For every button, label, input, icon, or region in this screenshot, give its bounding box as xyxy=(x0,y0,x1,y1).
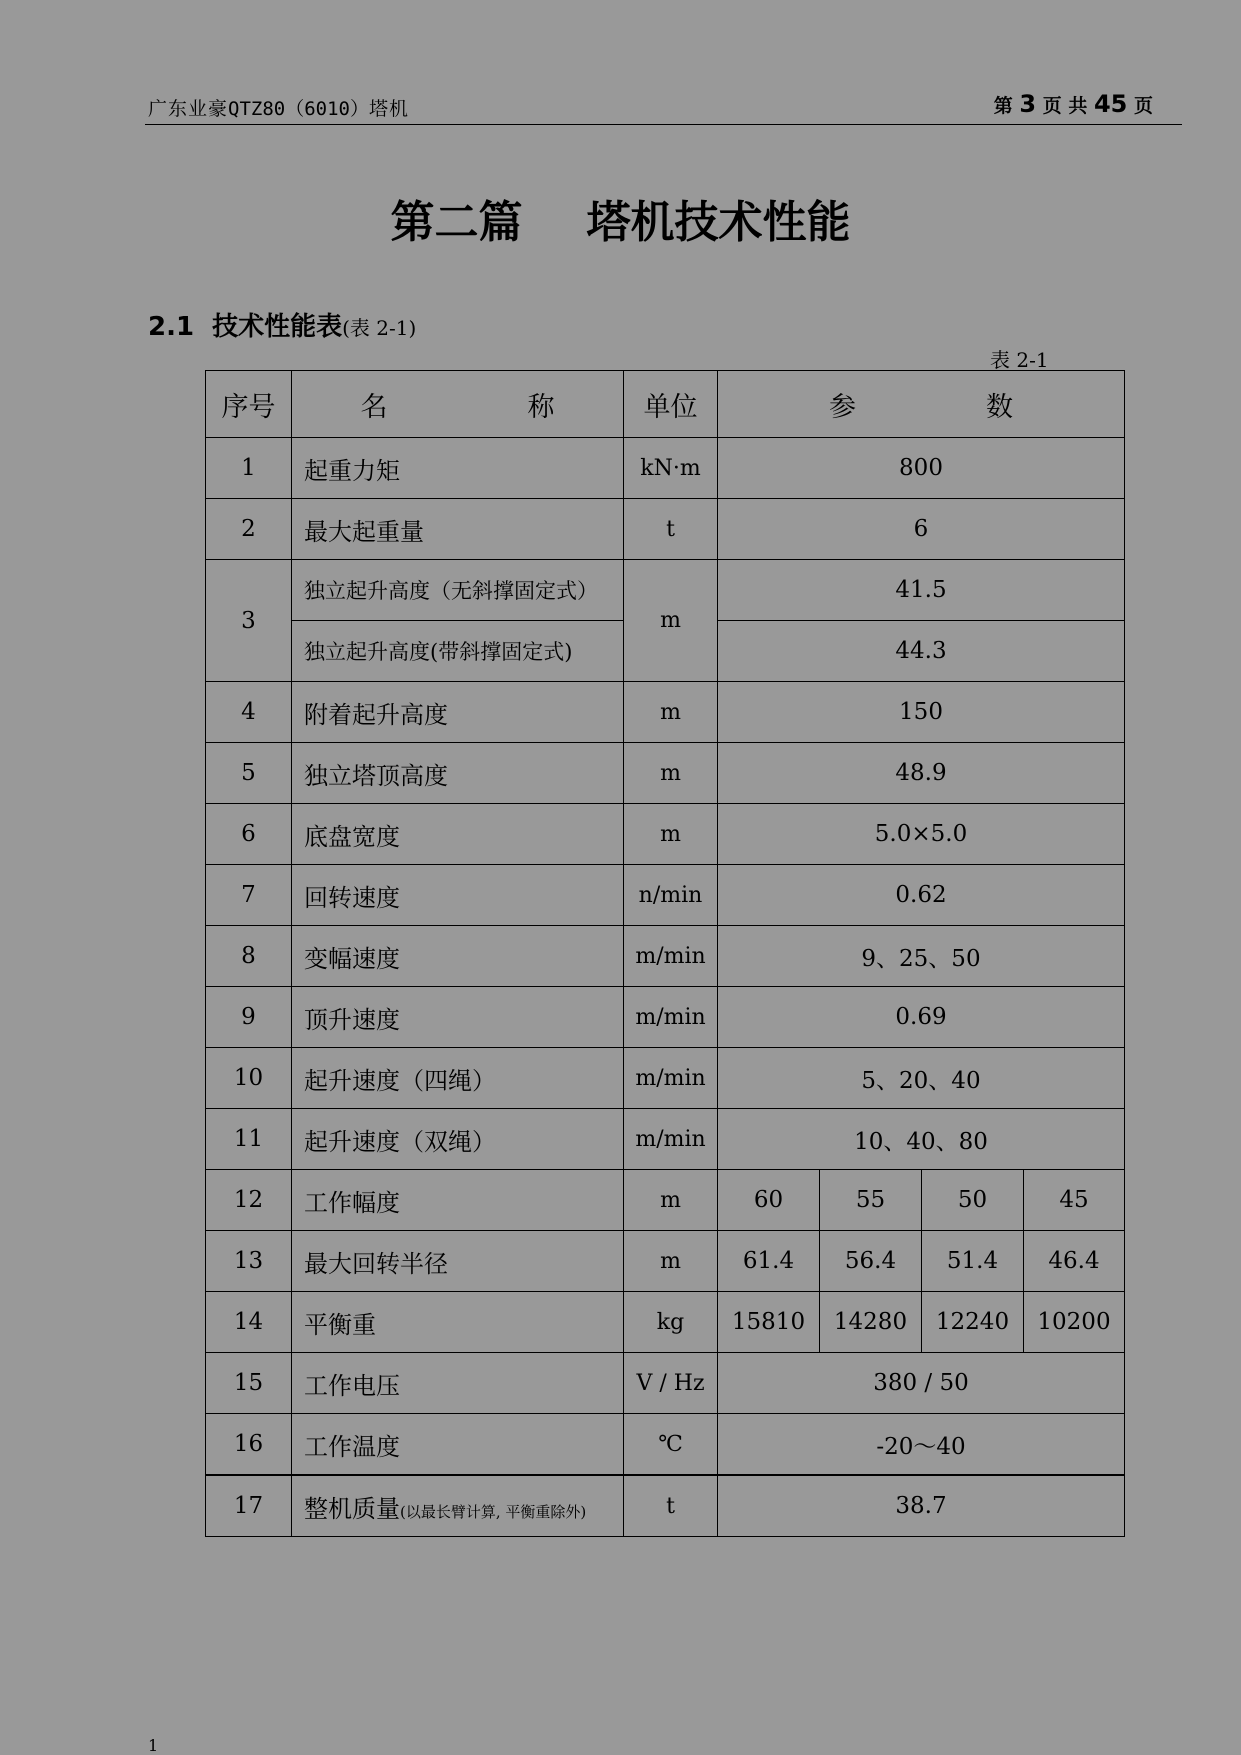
document-header-title xyxy=(148,94,409,121)
row-name: 顶升速度 xyxy=(292,987,624,1048)
row-value: 61.4 xyxy=(718,1231,820,1292)
row-name: 回转速度 xyxy=(292,865,624,926)
row-value: 48.9 xyxy=(718,743,1125,804)
row-value: 12240 xyxy=(922,1292,1024,1353)
row-name: 最大回转半径 xyxy=(292,1231,624,1292)
row-unit: m xyxy=(624,1170,718,1231)
row-value: 14280 xyxy=(820,1292,922,1353)
header-name: 名 称 xyxy=(292,371,624,438)
row-index: 4 xyxy=(206,682,292,743)
row-value: 38.7 xyxy=(718,1475,1125,1537)
header-model: QTZ80（6010） xyxy=(228,98,369,120)
table-row xyxy=(206,1109,1125,1170)
row-name: 平衡重 xyxy=(292,1292,624,1353)
row-index: 5 xyxy=(206,743,292,804)
row-value: 150 xyxy=(718,682,1125,743)
row-index: 8 xyxy=(206,926,292,987)
table-row xyxy=(206,438,1125,499)
row-unit: n/min xyxy=(624,865,718,926)
row-name: 工作温度 xyxy=(292,1414,624,1476)
page-mid: 页 共 xyxy=(1042,95,1088,117)
section-number: 2.1 xyxy=(148,312,195,342)
row-index: 9 xyxy=(206,987,292,1048)
row-name: 工作电压 xyxy=(292,1353,624,1414)
row-name-text: 整机质量 xyxy=(304,1494,400,1523)
page-total: 45 xyxy=(1093,90,1128,118)
row-value: 46.4 xyxy=(1024,1231,1125,1292)
row-value: 6 xyxy=(718,499,1125,560)
row-name: 变幅速度 xyxy=(292,926,624,987)
header-company: 广东业豪 xyxy=(148,98,229,120)
table-row xyxy=(206,1353,1125,1414)
row-unit: m xyxy=(624,560,718,682)
table-row xyxy=(206,560,1125,621)
chapter-title xyxy=(0,186,1241,250)
row-value: 60 xyxy=(718,1170,820,1231)
row-value: 50 xyxy=(922,1170,1024,1231)
row-name: 起升速度（双绳） xyxy=(292,1109,624,1170)
row-name: 工作幅度 xyxy=(292,1170,624,1231)
table-row xyxy=(206,804,1125,865)
row-unit: m/min xyxy=(624,926,718,987)
table-row xyxy=(206,1048,1125,1109)
row-name: 独立塔顶高度 xyxy=(292,743,624,804)
row-name: 独立起升高度(带斜撑固定式) xyxy=(292,621,624,682)
row-value: 10200 xyxy=(1024,1292,1125,1353)
row-unit: kN·m xyxy=(624,438,718,499)
row-index: 3 xyxy=(206,560,292,682)
table-row xyxy=(206,682,1125,743)
header-index: 序号 xyxy=(206,371,292,438)
row-index: 6 xyxy=(206,804,292,865)
row-value: 380 / 50 xyxy=(718,1353,1125,1414)
section-table-ref: (表 2-1) xyxy=(342,316,417,340)
row-unit: ℃ xyxy=(624,1414,718,1476)
table-row xyxy=(206,987,1125,1048)
page-prefix: 第 xyxy=(993,95,1013,117)
row-unit: kg xyxy=(624,1292,718,1353)
row-unit: t xyxy=(624,1475,718,1537)
row-index: 15 xyxy=(206,1353,292,1414)
table-row xyxy=(206,743,1125,804)
table-row xyxy=(206,1231,1125,1292)
row-unit: m xyxy=(624,682,718,743)
table-row xyxy=(206,865,1125,926)
row-value: 5、20、40 xyxy=(718,1048,1125,1109)
row-unit: m/min xyxy=(624,1109,718,1170)
row-value: 800 xyxy=(718,438,1125,499)
row-index: 14 xyxy=(206,1292,292,1353)
row-index: 16 xyxy=(206,1414,292,1476)
row-value: 0.69 xyxy=(718,987,1125,1048)
row-value: 56.4 xyxy=(820,1231,922,1292)
row-name: 起升速度（四绳） xyxy=(292,1048,624,1109)
page-counter xyxy=(994,90,1153,118)
row-name: 底盘宽度 xyxy=(292,804,624,865)
table-header-row xyxy=(206,371,1125,438)
row-index: 17 xyxy=(206,1475,292,1537)
footer-page-number: 1 xyxy=(148,1736,159,1755)
row-unit: m xyxy=(624,1231,718,1292)
row-name: 最大起重量 xyxy=(292,499,624,560)
row-name: 附着起升高度 xyxy=(292,682,624,743)
row-name: 起重力矩 xyxy=(292,438,624,499)
row-index: 2 xyxy=(206,499,292,560)
table-row xyxy=(206,1170,1125,1231)
row-index: 13 xyxy=(206,1231,292,1292)
row-unit: V / Hz xyxy=(624,1353,718,1414)
row-index: 11 xyxy=(206,1109,292,1170)
row-name xyxy=(292,1475,624,1537)
row-value: 55 xyxy=(820,1170,922,1231)
section-heading xyxy=(148,306,416,343)
chapter-part: 第二篇 xyxy=(390,197,523,248)
row-unit: m xyxy=(624,743,718,804)
row-value: 10、40、80 xyxy=(718,1109,1125,1170)
row-value: 5.0×5.0 xyxy=(718,804,1125,865)
table-row xyxy=(206,1414,1125,1476)
table-caption: 表 2-1 xyxy=(990,348,1049,372)
row-index: 10 xyxy=(206,1048,292,1109)
row-value: 44.3 xyxy=(718,621,1125,682)
page-suffix: 页 xyxy=(1133,95,1153,117)
table-row xyxy=(206,1292,1125,1353)
technical-performance-table xyxy=(205,370,1125,1537)
row-unit: t xyxy=(624,499,718,560)
row-value: 0.62 xyxy=(718,865,1125,926)
row-unit: m xyxy=(624,804,718,865)
row-index: 12 xyxy=(206,1170,292,1231)
table-row xyxy=(206,499,1125,560)
row-name: 独立起升高度（无斜撑固定式） xyxy=(292,560,624,621)
table-row xyxy=(206,1475,1125,1537)
section-title: 技术性能表 xyxy=(212,312,343,342)
row-value: 41.5 xyxy=(718,560,1125,621)
row-unit: m/min xyxy=(624,987,718,1048)
row-value: 15810 xyxy=(718,1292,820,1353)
row-value: -20～40 xyxy=(718,1414,1125,1476)
chapter-heading: 塔机技术性能 xyxy=(586,197,851,248)
page-current: 3 xyxy=(1019,90,1037,118)
row-unit: m/min xyxy=(624,1048,718,1109)
row-value: 51.4 xyxy=(922,1231,1024,1292)
header-unit: 单位 xyxy=(624,371,718,438)
header-divider xyxy=(145,124,1182,125)
table-row xyxy=(206,926,1125,987)
header-parameter: 参 数 xyxy=(718,371,1125,438)
row-name-note: (以最长臂计算, 平衡重除外) xyxy=(400,1502,587,1521)
row-index: 1 xyxy=(206,438,292,499)
row-value: 45 xyxy=(1024,1170,1125,1231)
row-index: 7 xyxy=(206,865,292,926)
header-product: 塔机 xyxy=(368,98,409,120)
row-value: 9、25、50 xyxy=(718,926,1125,987)
